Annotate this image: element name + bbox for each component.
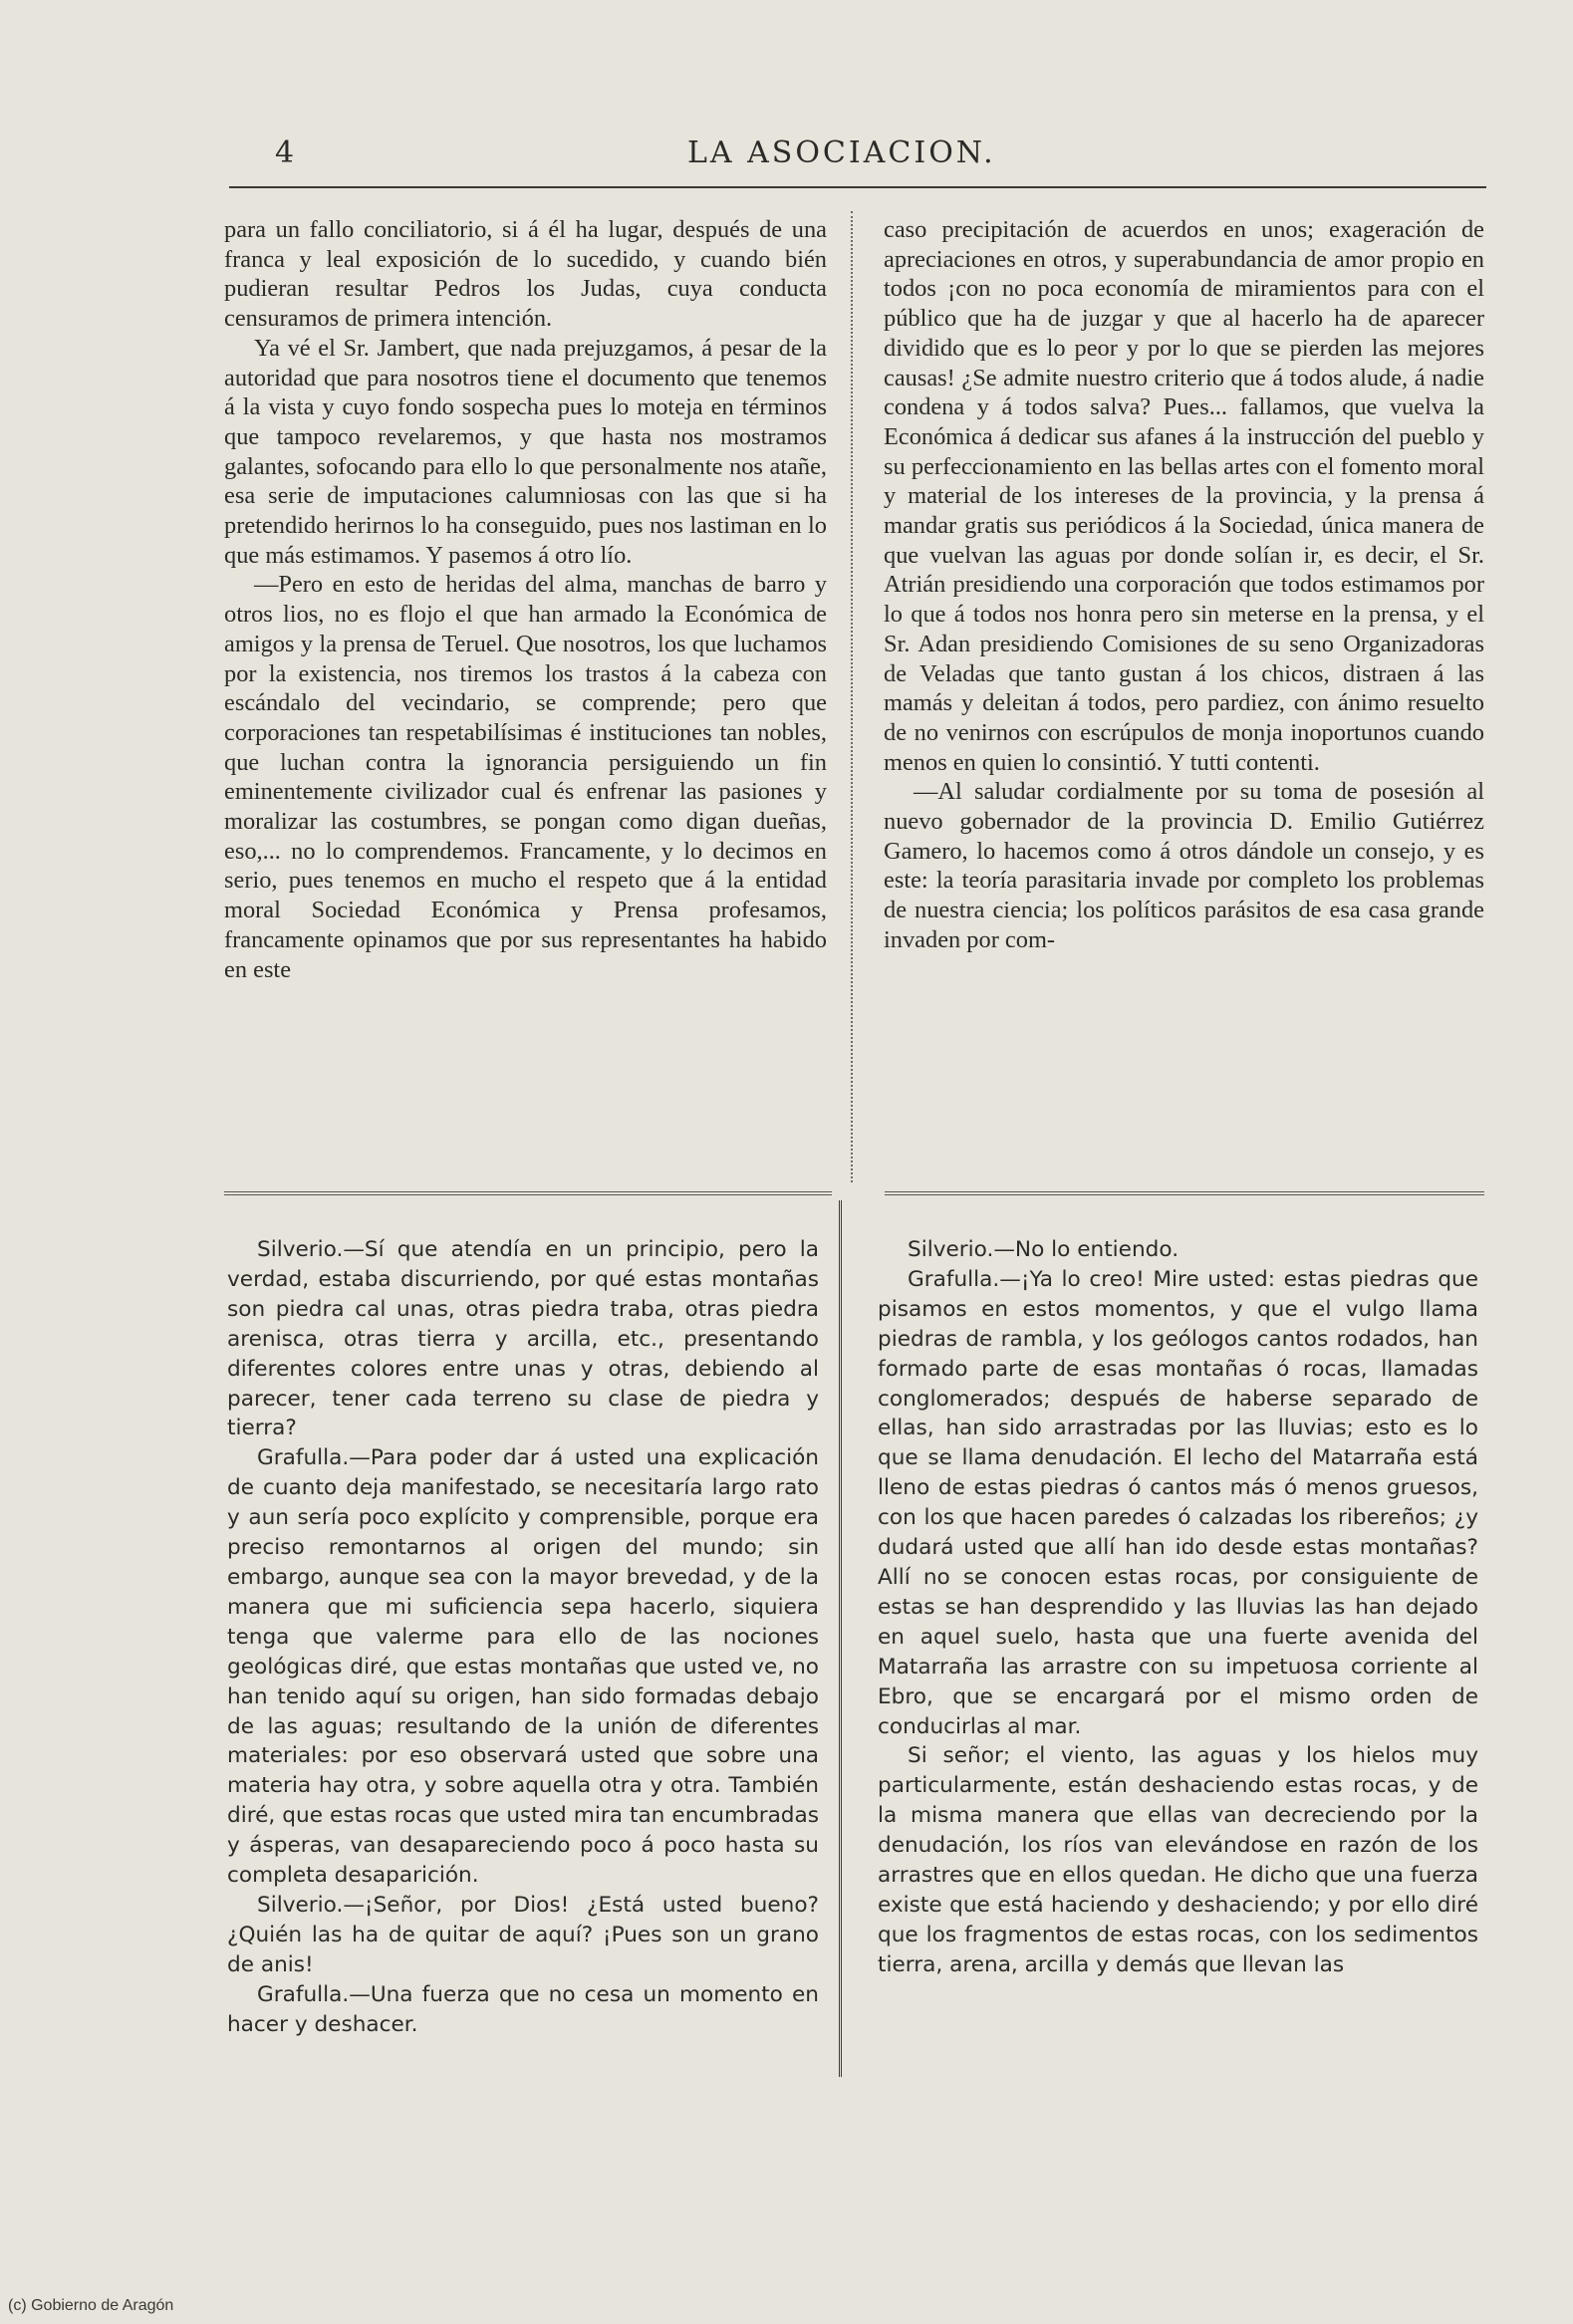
column-divider-upper — [851, 211, 853, 1182]
column-divider-lower — [839, 1200, 842, 2077]
dialogue-paragraph: Grafulla.—Una fuerza que no cesa un momento en hacer y deshacer. — [227, 1981, 819, 2037]
dialogue-paragraph: Silverio.—¡Señor, por Dios! ¿Está usted bueno? ¿Quién las ha de quitar de aquí? ¡Pues son un grano de anis! — [227, 1892, 819, 1977]
dialogue-paragraph: Grafulla.—¡Ya lo creo! Mire usted: estas piedras que pisamos en estos momentos, y que el vulgo llama piedras de rambla, y los geólogos cantos rodados, han formado parte de esas montañas ó rocas, llamadas conglomerados; después de haberse separado de ellas, han sido arrastradas por las lluvias; esto es lo que se llama denudación. El lecho del Matarraña está lleno de estas piedras ó cantos más ó menos gruesos, con los que hacen paredes ó calzadas los ribereños; ¿y dudará usted que allí han ido desde estas montañas? Allí no se conocen estas rocas, por consiguiente de estas se han desprendido y las lluvias las han dejado en aquel suelo, hasta que una fuerte avenida del Matarraña las arrastre con su impetuosa corriente al Ebro, que se encargará por el mismo orden de conducirlas al mar. — [878, 1266, 1478, 1739]
section-separator-right — [885, 1191, 1484, 1195]
column-upper-right — [884, 215, 1484, 1181]
section-separator-left — [224, 1191, 832, 1195]
running-title: LA ASOCIACION. — [687, 135, 996, 170]
copyright-credit: (c) Gobierno de Aragón — [8, 2297, 174, 2314]
column-upper-left — [224, 215, 827, 1181]
paragraph: caso precipitación de acuerdos en unos; exageración de apreciaciones en otros, y superabundancia de amor propio en todos ¡con no poca economía de miramientos para con el público que ha de juzgar y que al hacerlo ha de aparecer dividido que es lo peor y por lo que se pierden las mejores causas! ¿Se admite nuestro criterio que á todos alude, á nadie condena y á todos salva? Pues... fallamos, que vuelva la Económica á dedicar sus afanes á la instrucción del pueblo y su perfeccionamiento en las bellas artes con el fomento moral y material de los intereses de la provincia, y la prensa á mandar gratis sus periódicos á la Sociedad, única manera de que vuelvan las aguas por donde solían ir, es decir, el Sr. Atrián presidiendo una corporación que todos estimamos por lo que á todos nos honra pero sin meterse en la prensa, y el Sr. Adan presidiendo Comisiones de su seno Organizadoras de Veladas que tanto gustan á los chicos, distraen á las mamás y deleitan á todos, pero pardiez, con ánimo resuelto de no venirnos con escrúpulos de monja inoportunos cuando menos en quien lo consintió. Y tutti contenti. — [884, 216, 1484, 776]
dialogue-paragraph: Grafulla.—Para poder dar á usted una explicación de cuanto deja manifestado, se necesitaría largo rato y aun sería poco explícito y comprensible, porque era preciso remontarnos al origen del mundo; sin embargo, aunque sea con la mayor brevedad, y de la manera que mi suficiencia sepa hacerlo, siquiera tenga que valerme para ello de las nociones geológicas diré, que estas montañas que usted ve, no han tenido aquí su origen, han sido formadas debajo de las aguas; resultando de la unión de diferentes materiales: por eso observará usted que sobre una materia hay otra, y sobre aquella otra y otra. También diré, que estas rocas que usted mira tan encumbradas y ásperas, van desapareciendo poco á poco hasta su completa desaparición. — [227, 1445, 819, 1889]
dialogue-paragraph: Si señor; el viento, las aguas y los hielos muy particularmente, están deshaciendo estas rocas, y de la misma manera que ellas van decreciendo por la denudación, los ríos van elevándose en razón de los arrastres que en ellos quedan. He dicho que una fuerza existe que está haciendo y deshaciendo; y por ello diré que los fragmentos de estas rocas, con los sedimentos tierra, arena, arcilla y demás que llevan las — [878, 1743, 1478, 1977]
paragraph: Ya vé el Sr. Jambert, que nada prejuzgamos, á pesar de la autoridad que para nosotros tiene el documento que tenemos á la vista y cuyo fondo sospecha pues lo moteja en términos que tampoco revelaremos, y que hasta nos mostramos galantes, sofocando para ello lo que personalmente nos atañe, esa serie de imputaciones calumniosas con las que si ha pretendido herirnos lo ha conseguido, pues nos lastiman en lo que más estimamos. Y pasemos á otro lío. — [224, 334, 827, 569]
dialogue-paragraph: Silverio.—Sí que atendía en un principio, pero la verdad, estaba discurriendo, por qué estas montañas son piedra cal unas, otras piedra traba, otras piedra arenisca, otras tierra y arcilla, etc., presentando diferentes colores entre unas y otras, debiendo al parecer, tener cada terreno su clase de piedra y tierra? — [227, 1237, 819, 1441]
column-lower-left — [227, 1235, 819, 2042]
dialogue-paragraph: Silverio.—No lo entiendo. — [908, 1237, 1180, 1262]
header-rule — [229, 186, 1486, 188]
page-number: 4 — [275, 135, 295, 170]
paragraph: —Pero en esto de heridas del alma, manchas de barro y otros lios, no es flojo el que han armado la Económica de amigos y la prensa de Teruel. Que nosotros, los que luchamos por la existencia, nos tiremos los trastos á la cabeza con escándalo del vecindario, se comprende; pero que corporaciones tan respetabilísimas é instituciones tan nobles, que luchan contra la ignorancia persiguiendo un fin eminentemente civilizador cual és enfrenar las pasiones y moralizar las costumbres, se pongan como digan dueñas, eso,... no lo comprendemos. Francamente, y lo decimos en serio, pues tenemos en mucho el respeto que á la entidad moral Sociedad Económica y Prensa profesamos, francamente opinamos que por sus representantes ha habido en este — [224, 571, 827, 983]
column-lower-right — [878, 1235, 1478, 2072]
paragraph: —Al saludar cordialmente por su toma de posesión al nuevo gobernador de la provincia D. Emilio Gutiérrez Gamero, lo hacemos como á otros dándole un consejo, y es este: la teoría parasitaria invade por completo los problemas de nuestra ciencia; los políticos parásitos de esa casa grande invaden por com- — [884, 778, 1484, 953]
paragraph: para un fallo conciliatorio, si á él ha lugar, después de una franca y leal exposición de lo sucedido, y cuando bién pudieran resultar Pedros los Judas, cuya conducta censuramos de primera intención. — [224, 216, 827, 333]
page-header — [229, 128, 1484, 179]
